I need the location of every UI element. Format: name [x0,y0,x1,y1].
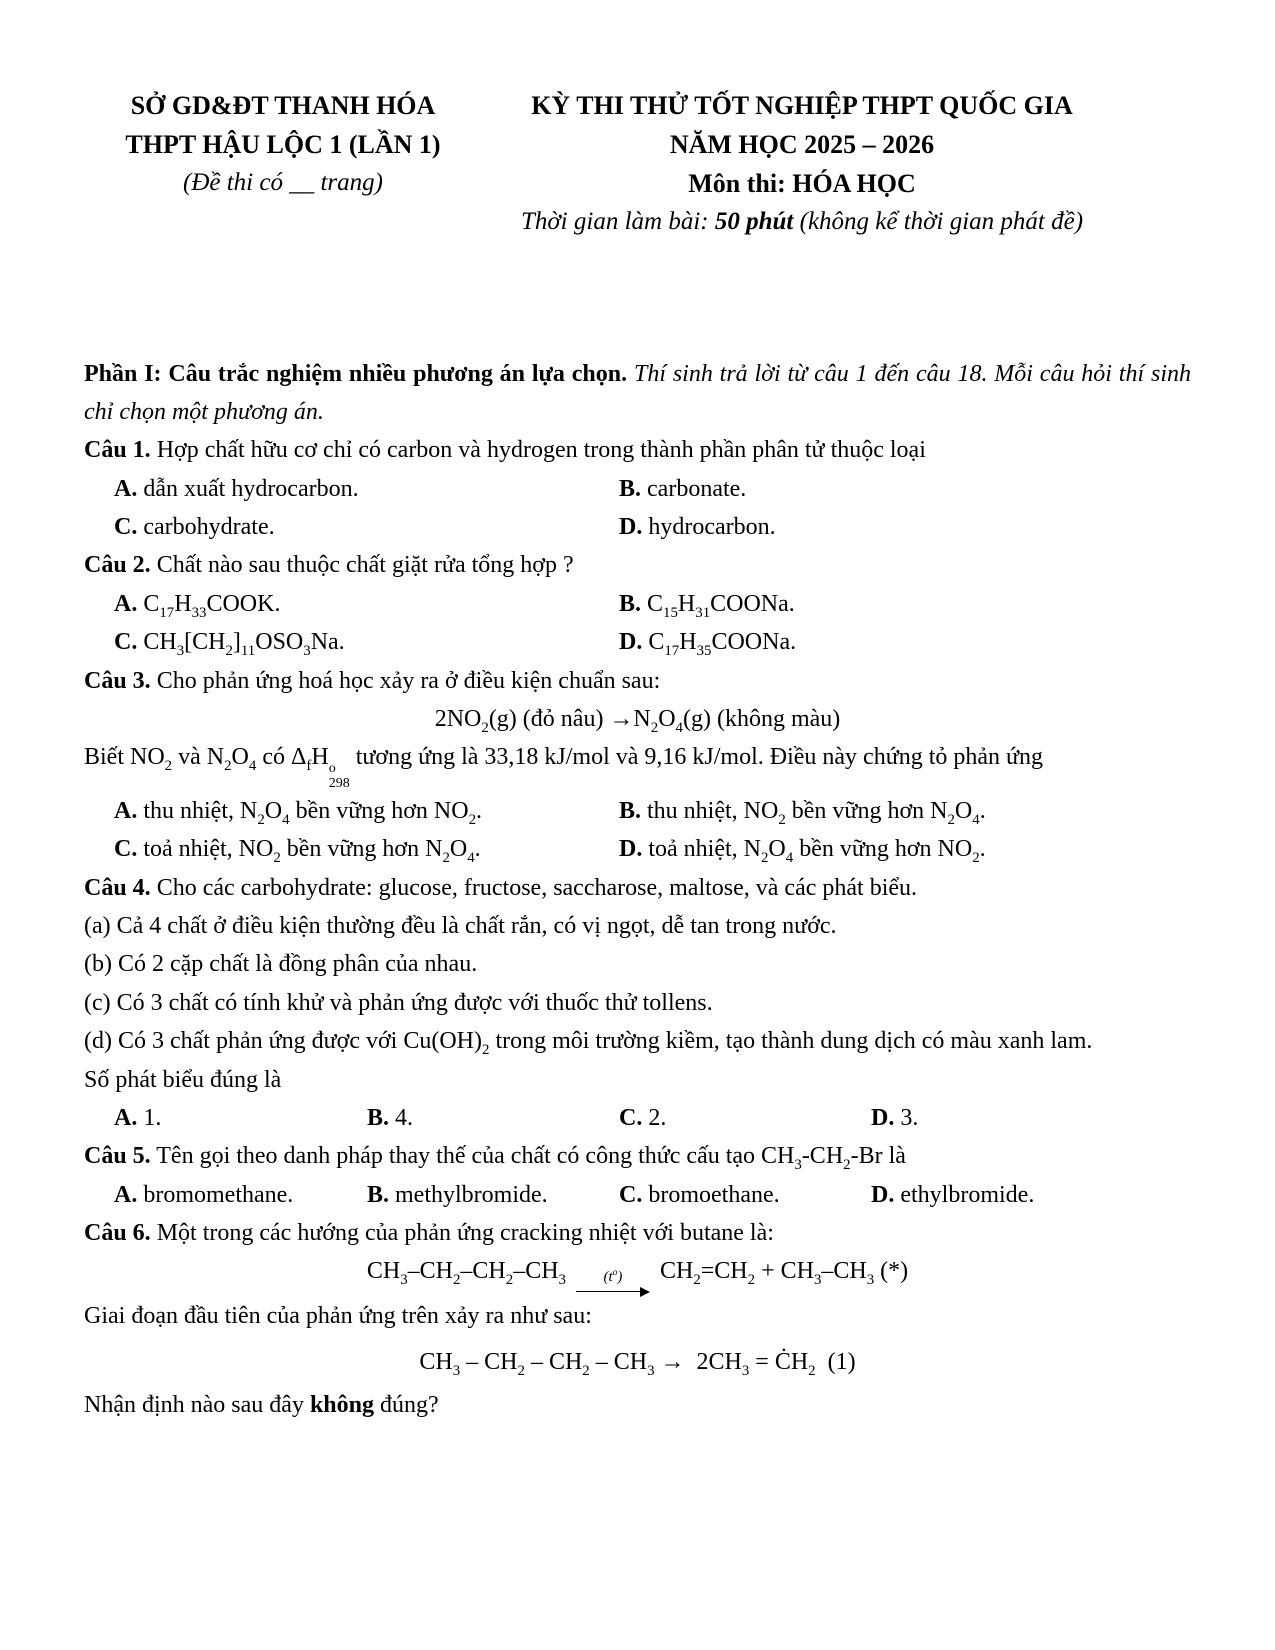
option-text: 4. [389,1104,414,1131]
option-label: D. [619,836,643,863]
exam-header [84,86,1191,241]
question-6 [84,1214,1191,1425]
option-text: toả nhiệt, $N_2O_4$ bền vững hơn $NO_2$. [642,836,986,866]
question-1-options [84,470,1191,547]
question-5 [84,1137,1191,1214]
q3-equation: $2NO_2(g)$ (đỏ nâu) $\to N_2O_4(g)$ (không màu) [434,706,841,736]
q6-equation-1: $CH_3 - CH_2 - CH_2 - CH_3 \to 2CH_3$ = $ĊH_2$ (1) [419,1348,856,1379]
option-text: dẫn xuất hydrocarbon. [137,475,359,502]
option-text: $CH_3[CH_2]_{11}OSO_3Na$. [137,629,345,660]
school-name: THPT HẬU LỘC 1 (LẦN 1) [125,130,441,159]
option-a [114,470,619,508]
school-year: NĂM HỌC 2025 – 2026 [669,130,935,159]
option-text: thu nhiệt, $NO_2$ bền vững hơn $N_2O_4$. [641,797,986,828]
option-text: ethylbromide. [894,1181,1035,1208]
arrow-line [576,1287,650,1297]
option-c [114,508,619,546]
option-d [871,1176,1191,1214]
reaction-left: $CH_3-CH_2-CH_2-CH_3$ [366,1258,566,1289]
question-2 [84,546,1191,661]
option-label: B. [619,475,642,502]
option-b [619,585,1191,623]
option-text: toả nhiệt, $NO_2$ bền vững hơn $N_2O_4$. [137,836,481,866]
option-d [871,1099,1191,1137]
question-label: Câu 3. [84,667,151,694]
option-label: B. [367,1181,390,1208]
q6-closing [84,1386,1191,1424]
option-text: $C_{17}H_{35}COONa$. [642,629,797,660]
duration-prefix: Thời gian làm bài: [520,208,715,235]
q6-closing-bold: không [309,1392,374,1419]
q6-reaction [84,1252,1191,1297]
option-d [619,508,1191,546]
option-text: 1. [137,1104,162,1131]
option-a [114,792,619,830]
option-label: C. [619,1181,643,1208]
exam-body [84,355,1191,1425]
option-d [619,623,1191,661]
option-text: carbohydrate. [137,514,275,541]
option-c [619,1176,871,1214]
option-label: A. [114,475,138,502]
question-label: Câu 5. [84,1143,151,1170]
question-text: Tên gọi theo danh pháp thay thế của chất có công thức cấu tạo $CH_3-CH_2-Br$ là [150,1143,906,1174]
question-5-options [84,1176,1191,1214]
question-2-stem [84,546,1191,584]
q4-statement-a: (a) Cả 4 chất ở điều kiện thường đều là chất rắn, có vị ngọt, dễ tan trong nước. [84,912,837,939]
question-text: Cho các carbohydrate: glucose, fructose, saccharose, maltose, và các phát biểu. [150,874,918,901]
question-4-options [84,1099,1191,1137]
option-label: A. [114,1181,138,1208]
question-label: Câu 4. [84,874,151,901]
reaction-arrow [576,1270,650,1297]
option-text: bromomethane. [137,1181,294,1208]
option-text: 2. [642,1104,667,1131]
q3-detail: Biết $NO_2$ và $N_2O_4$ có $\Delta_fH$ o 298 tương ứng là 33,18 kJ/mol và 9,16 kJ/mol. Điều này chứng tỏ phản ứng [84,744,1044,792]
option-label: C. [114,514,138,541]
question-6-stem [84,1214,1191,1252]
question-label: Câu 6. [84,1220,151,1247]
question-5-stem [84,1137,1191,1175]
option-label: C. [114,836,138,863]
option-c [619,1099,871,1137]
exam-info-block [482,86,1122,241]
arrow-condition-label: $(t^o)$ [603,1268,623,1286]
option-a [114,1099,367,1137]
q6-step-intro: Giai đoạn đầu tiên của phản ứng trên xảy ra như sau: [84,1303,592,1330]
option-label: B. [367,1104,390,1131]
page-count-note: (Đề thi có __ trang) [183,169,383,196]
option-text: hydrocarbon. [642,514,776,541]
option-label: A. [114,797,138,824]
question-text: Hợp chất hữu cơ chỉ có carbon và hydrogen trong thành phần phân tử thuộc loại [150,437,926,464]
issuer-block [84,86,482,241]
duration-value: 50 phút [714,208,794,235]
subject-line: Môn thi: HÓA HỌC [688,169,916,198]
option-text: carbonate. [641,475,747,502]
option-label: D. [619,514,643,541]
exam-title: KỲ THI THỬ TỐT NGHIỆP THPT QUỐC GIA [531,91,1073,120]
q4-statement-b: (b) Có 2 cặp chất là đồng phân của nhau. [84,951,478,978]
option-b [367,1176,619,1214]
option-d [619,830,1191,868]
question-1 [84,431,1191,546]
option-a [114,585,619,623]
duration-line [482,203,1122,241]
option-label: A. [114,590,138,617]
option-label: A. [114,1104,138,1131]
q4-closing: Số phát biểu đúng là [84,1066,282,1093]
option-text: methylbromide. [389,1181,548,1208]
option-label: C. [619,1104,643,1131]
question-label: Câu 1. [84,437,151,464]
option-text: $C_{17}H_{33}COOK$. [137,590,281,621]
question-4 [84,869,1191,1138]
reaction-right: $CH_2=CH_2 + CH_3-CH_3$ (*) [659,1258,909,1289]
q4-statement-c: (c) Có 3 chất có tính khử và phản ứng được với thuốc thử tollens. [84,989,713,1016]
option-c [114,830,619,868]
question-text: Một trong các hướng của phản ứng cracking nhiệt với butane là: [150,1220,774,1247]
question-2-options [84,585,1191,662]
option-b [367,1099,619,1137]
option-label: B. [619,797,642,824]
part1-heading [84,355,1191,432]
option-c [114,623,619,661]
part1-heading-bold: Phần I: Câu trắc nghiệm nhiều phương án lựa chọn. [84,360,628,387]
option-label: C. [114,629,138,656]
question-text: Cho phản ứng hoá học xảy ra ở điều kiện chuẩn sau: [150,667,661,694]
option-label: D. [871,1181,895,1208]
option-text: $C_{15}H_{31}COONa$. [641,590,795,621]
option-text: thu nhiệt, $N_2O_4$ bền vững hơn $NO_2$. [137,797,483,828]
question-4-stem [84,869,1191,907]
question-1-stem [84,431,1191,469]
q6-closing-prefix: Nhận định nào sau đây [84,1392,310,1419]
question-label: Câu 2. [84,552,151,579]
question-3 [84,662,1191,869]
q4-statement-d: (d) Có 3 chất phản ứng được với $Cu(OH)_2$ trong môi trường kiềm, tạo thành dung dịch có màu xanh lam. [84,1028,1093,1058]
q6-closing-suffix: đúng? [374,1392,439,1419]
option-b [619,470,1191,508]
option-text: bromoethane. [642,1181,780,1208]
question-3-stem [84,662,1191,700]
option-b [619,792,1191,830]
option-text: 3. [894,1104,919,1131]
duration-suffix: (không kể thời gian phát đề) [793,208,1084,235]
option-a [114,1176,367,1214]
question-3-options [84,792,1191,869]
option-label: D. [871,1104,895,1131]
option-label: D. [619,629,643,656]
option-label: B. [619,590,642,617]
part1-heading-italic: Thí sinh trả lời từ câu 1 đến câu 18. Mỗi câu hỏi thí sinh chỉ chọn một phương án. [84,360,1191,425]
department-name: SỞ GD&ĐT THANH HÓA [130,91,436,120]
question-text: Chất nào sau thuộc chất giặt rửa tổng hợp ? [150,552,574,579]
